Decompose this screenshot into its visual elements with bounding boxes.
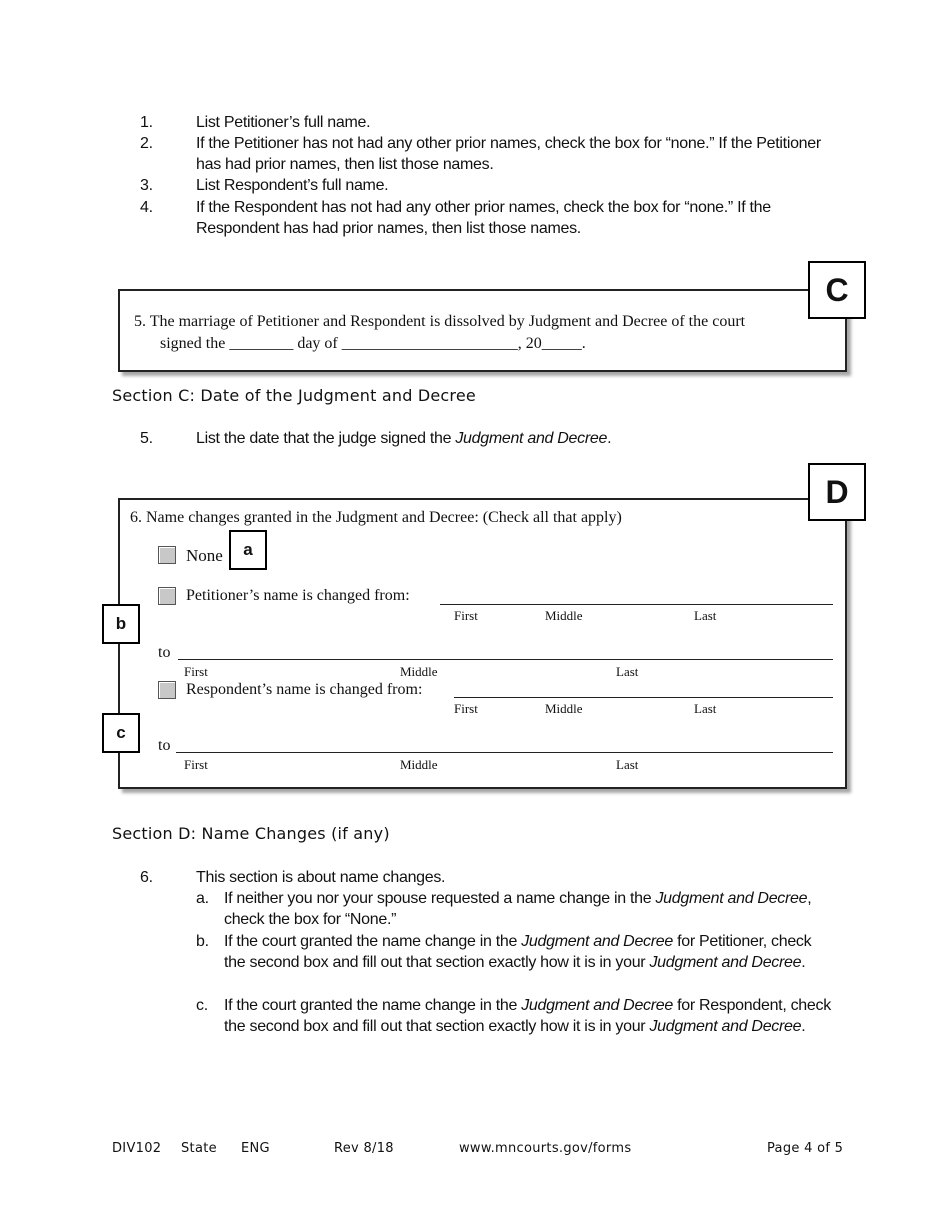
callout-tag-a: a — [229, 530, 267, 570]
list-item: List Petitioner’s full name. — [196, 114, 371, 131]
label-middle: Middle — [400, 664, 438, 679]
text-italic: Judgment and Decree — [649, 954, 802, 971]
label-middle: Middle — [400, 757, 438, 772]
footer-url: www.mncourts.gov/forms — [459, 1141, 632, 1156]
sub-letter: a. — [196, 890, 209, 907]
list-item: If the Respondent has not had any other prior names, check the box for “none.” If the Respondent has had prior names, then list those names. — [196, 199, 771, 237]
form-c-line1: 5. The marriage of Petitioner and Respondent is dissolved by Judgment and Decree of the court — [134, 313, 746, 330]
label-last: Last — [694, 608, 717, 623]
callout-tag-b: b — [102, 604, 140, 644]
none-checkbox — [158, 546, 176, 564]
sub-letter: c. — [196, 997, 208, 1014]
sub-item-c — [224, 995, 844, 1037]
petitioner-to-line — [178, 659, 833, 660]
label-last: Last — [616, 664, 639, 679]
section-tag-c: C — [808, 261, 866, 319]
label-first: First — [454, 701, 478, 716]
petitioner-label: Petitioner’s name is changed from: — [186, 587, 410, 604]
footer-state: State — [181, 1141, 217, 1156]
label-last: Last — [616, 757, 639, 772]
text-plain: for Petitioner, check the second box and fill out that section exactly how it is in your — [224, 933, 812, 971]
to-label: to — [158, 737, 171, 754]
respondent-from-line — [454, 697, 833, 698]
text-italic: Judgment and Decree — [521, 933, 673, 950]
text-plain: for Respondent, check the second box and fill out that section exactly how it is in your — [224, 997, 831, 1035]
form-excerpt-c — [118, 289, 847, 372]
form-d-title: 6. Name changes granted in the Judgment and Decree: (Check all that apply) — [130, 509, 622, 526]
text-italic: Judgment and Decree — [455, 430, 608, 447]
label-last: Last — [694, 701, 717, 716]
list-item: If the Petitioner has not had any other prior names, check the box for “none.” If the Petitioner has had prior names, then list those names. — [196, 135, 821, 173]
list-number: 6. — [140, 869, 153, 886]
callout-tag-c: c — [102, 713, 140, 753]
text-plain: . — [607, 430, 612, 447]
list-number: 4. — [140, 199, 153, 216]
label-first: First — [184, 757, 208, 772]
text-plain: If the court granted the name change in the — [224, 997, 522, 1014]
text-plain: . — [801, 1018, 806, 1035]
footer-form-id: DIV102 — [112, 1141, 162, 1156]
list-item: List Respondent’s full name. — [196, 177, 389, 194]
text-italic: Judgment and Decree — [655, 890, 808, 907]
respondent-checkbox — [158, 681, 176, 699]
sub-item-b — [224, 931, 829, 973]
respondent-to-line — [176, 752, 833, 753]
form-excerpt-d — [118, 498, 847, 789]
respondent-label: Respondent’s name is changed from: — [186, 681, 423, 698]
petitioner-checkbox — [158, 587, 176, 605]
text-plain: . — [801, 954, 806, 971]
section-c-heading: Section C: Date of the Judgment and Decree — [112, 386, 476, 405]
list-number: 1. — [140, 114, 153, 131]
text-plain: List the date that the judge signed the — [196, 430, 456, 447]
to-label: to — [158, 644, 171, 661]
sub-letter: b. — [196, 933, 209, 950]
none-label: None — [186, 546, 223, 565]
label-middle: Middle — [545, 608, 583, 623]
form-c-line2: signed the ________ day of ______________________, 20_____. — [160, 335, 586, 352]
petitioner-from-line — [440, 604, 833, 605]
text-plain: , check the box for “None.” — [224, 890, 812, 928]
list-number: 3. — [140, 177, 153, 194]
footer-rev: Rev 8/18 — [334, 1141, 394, 1156]
text-italic: Judgment and Decree — [649, 1018, 802, 1035]
section-d-heading: Section D: Name Changes (if any) — [112, 824, 390, 843]
list-number: 5. — [140, 430, 153, 447]
label-first: First — [184, 664, 208, 679]
text-plain: If the court granted the name change in the — [224, 933, 522, 950]
text-italic: Judgment and Decree — [521, 997, 673, 1014]
footer-page: Page 4 of 5 — [767, 1141, 844, 1156]
sub-item-a — [224, 888, 824, 930]
label-middle: Middle — [545, 701, 583, 716]
list-item — [196, 428, 846, 449]
label-first: First — [454, 608, 478, 623]
text-plain: If neither you nor your spouse requested a name change in the — [224, 890, 656, 907]
footer-lang: ENG — [241, 1141, 270, 1156]
list-item: This section is about name changes. — [196, 869, 446, 886]
section-tag-d: D — [808, 463, 866, 521]
list-number: 2. — [140, 135, 153, 152]
